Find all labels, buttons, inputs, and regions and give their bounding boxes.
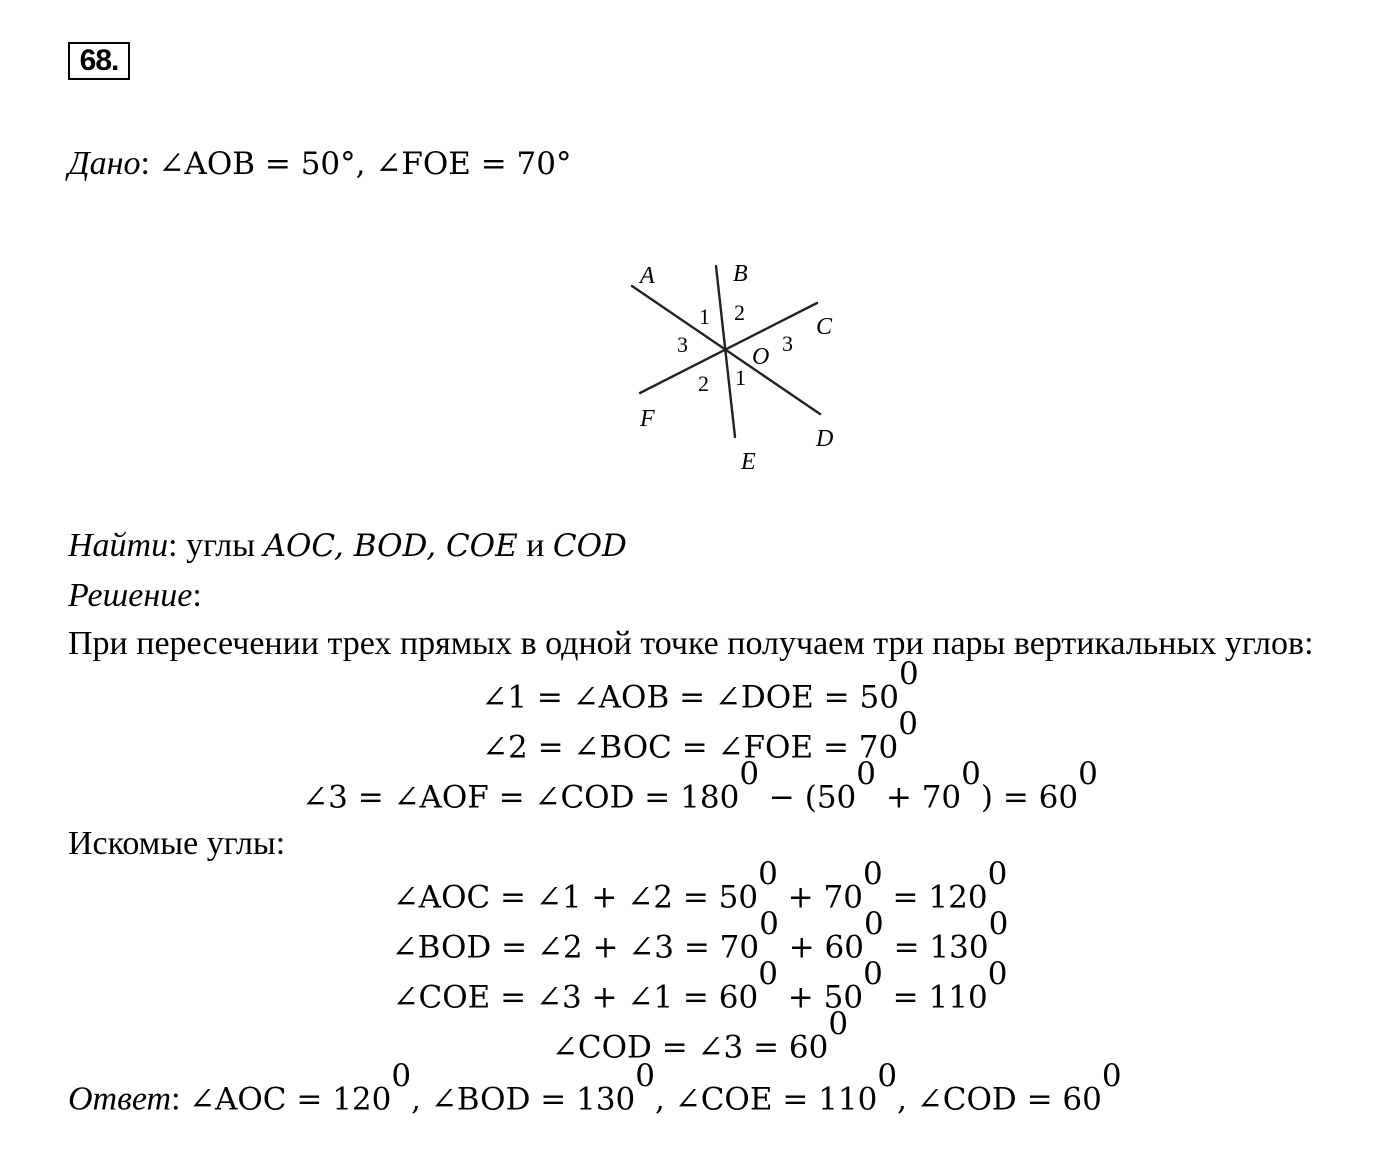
answer-line — [68, 1058, 1122, 1119]
equation-2-main: ∠2 = ∠BOC = ∠FOE = 70 — [482, 729, 899, 766]
degree-sup: 0 — [739, 756, 760, 792]
angle-mark-1-bottom: 1 — [735, 365, 746, 390]
geometry-figure — [608, 244, 858, 484]
equation-4-part-c: = 120 — [882, 879, 988, 916]
point-label-O: O — [752, 344, 770, 370]
line-BE — [716, 266, 735, 437]
equation-7-main: ∠COD = ∠3 = 60 — [551, 1029, 829, 1066]
degree-sup: 0 — [758, 856, 778, 892]
given-line — [68, 144, 572, 184]
solution-label: Решение — [68, 577, 193, 614]
degree-sup: 0 — [898, 656, 919, 692]
degree-sup: 0 — [863, 956, 883, 992]
degree-sup: 0 — [862, 856, 883, 892]
angle-mark-1-top: 1 — [699, 304, 710, 329]
point-label-D: D — [816, 426, 834, 452]
find-conj: и — [517, 527, 553, 564]
degree-sup: 0 — [988, 906, 1009, 942]
degree-sup: 0 — [758, 956, 778, 992]
equation-4-part-b: + 70 — [777, 879, 863, 916]
degree-sup: 0 — [1101, 1058, 1122, 1094]
degree-sup: 0 — [856, 756, 877, 792]
equation-6-part-a: ∠COE = ∠3 + ∠1 = 60 — [392, 979, 759, 1016]
find-prefix: углы — [186, 527, 264, 564]
equation-4 — [0, 856, 1400, 917]
answer-part-1: ∠AOC = 120 — [189, 1081, 392, 1118]
equation-5-part-b: + 60 — [778, 929, 865, 966]
equation-5 — [0, 906, 1400, 967]
solution-sep: : — [192, 577, 202, 614]
point-label-B: B — [733, 261, 748, 287]
equation-3-part-b: − (50 — [759, 779, 857, 816]
degree-sup: 0 — [864, 906, 884, 942]
equation-6-part-c: = 110 — [882, 979, 988, 1016]
equation-5-part-c: = 130 — [883, 929, 989, 966]
degree-sup: 0 — [391, 1058, 412, 1094]
find-last-angle: COD — [552, 528, 627, 564]
angle-mark-3-right: 3 — [782, 331, 793, 356]
solution-text: При пересечении трех прямых в одной точке получаем три пары вертикальных углов: — [68, 625, 1314, 662]
degree-sup: 0 — [635, 1058, 656, 1094]
problem-number: 68. — [68, 42, 130, 80]
equation-7 — [0, 1006, 1400, 1067]
degree-sup: 0 — [1078, 756, 1098, 792]
degree-sup: 0 — [987, 956, 1008, 992]
given-label: Дано — [68, 145, 141, 182]
find-sep: : — [168, 527, 187, 564]
solution-heading — [68, 576, 202, 616]
point-label-C: C — [816, 314, 833, 340]
equation-2 — [0, 706, 1400, 767]
point-label-F: F — [640, 406, 655, 432]
find-label: Найти — [68, 527, 169, 564]
degree-sup: 0 — [961, 756, 981, 792]
find-angles: AOC, BOD, COE — [263, 528, 518, 564]
answer-part-3: , ∠COE = 110 — [655, 1081, 878, 1118]
result-heading: Искомые углы: — [68, 825, 286, 862]
equation-6-part-b: + 50 — [777, 979, 864, 1016]
answer-part-4: , ∠COD = 60 — [897, 1081, 1102, 1118]
equation-1 — [0, 656, 1400, 717]
given-sep: : — [140, 145, 159, 182]
equation-3 — [0, 756, 1400, 817]
point-label-A: A — [640, 263, 655, 289]
equation-3-part-d: ) = 60 — [980, 779, 1079, 816]
answer-sep: : — [171, 1080, 190, 1118]
given-expression: ∠AOB = 50°, ∠FOE = 70° — [158, 146, 572, 182]
degree-sup: 0 — [877, 1058, 898, 1094]
angle-mark-2-top: 2 — [734, 300, 745, 325]
equation-5-part-a: ∠BOD = ∠2 + ∠3 = 70 — [391, 929, 760, 966]
degree-sup: 0 — [898, 706, 918, 742]
find-line — [68, 526, 627, 566]
answer-label: Ответ — [68, 1080, 172, 1118]
equation-1-main: ∠1 = ∠AOB = ∠DOE = 50 — [481, 679, 899, 716]
equation-4-part-a: ∠AOC = ∠1 + ∠2 = 50 — [392, 879, 759, 916]
degree-sup: 0 — [759, 906, 779, 942]
degree-sup: 0 — [987, 856, 1008, 892]
equation-3-part-c: + 70 — [876, 779, 962, 816]
equation-6 — [0, 956, 1400, 1017]
answer-part-2: , ∠BOD = 130 — [411, 1081, 636, 1118]
angle-mark-2-bottom: 2 — [698, 371, 709, 396]
angle-mark-3-left: 3 — [677, 332, 688, 357]
point-label-E: E — [741, 449, 756, 475]
degree-sup: 0 — [828, 1006, 849, 1042]
equation-3-part-a: ∠3 = ∠AOF = ∠COD = 180 — [302, 779, 740, 816]
